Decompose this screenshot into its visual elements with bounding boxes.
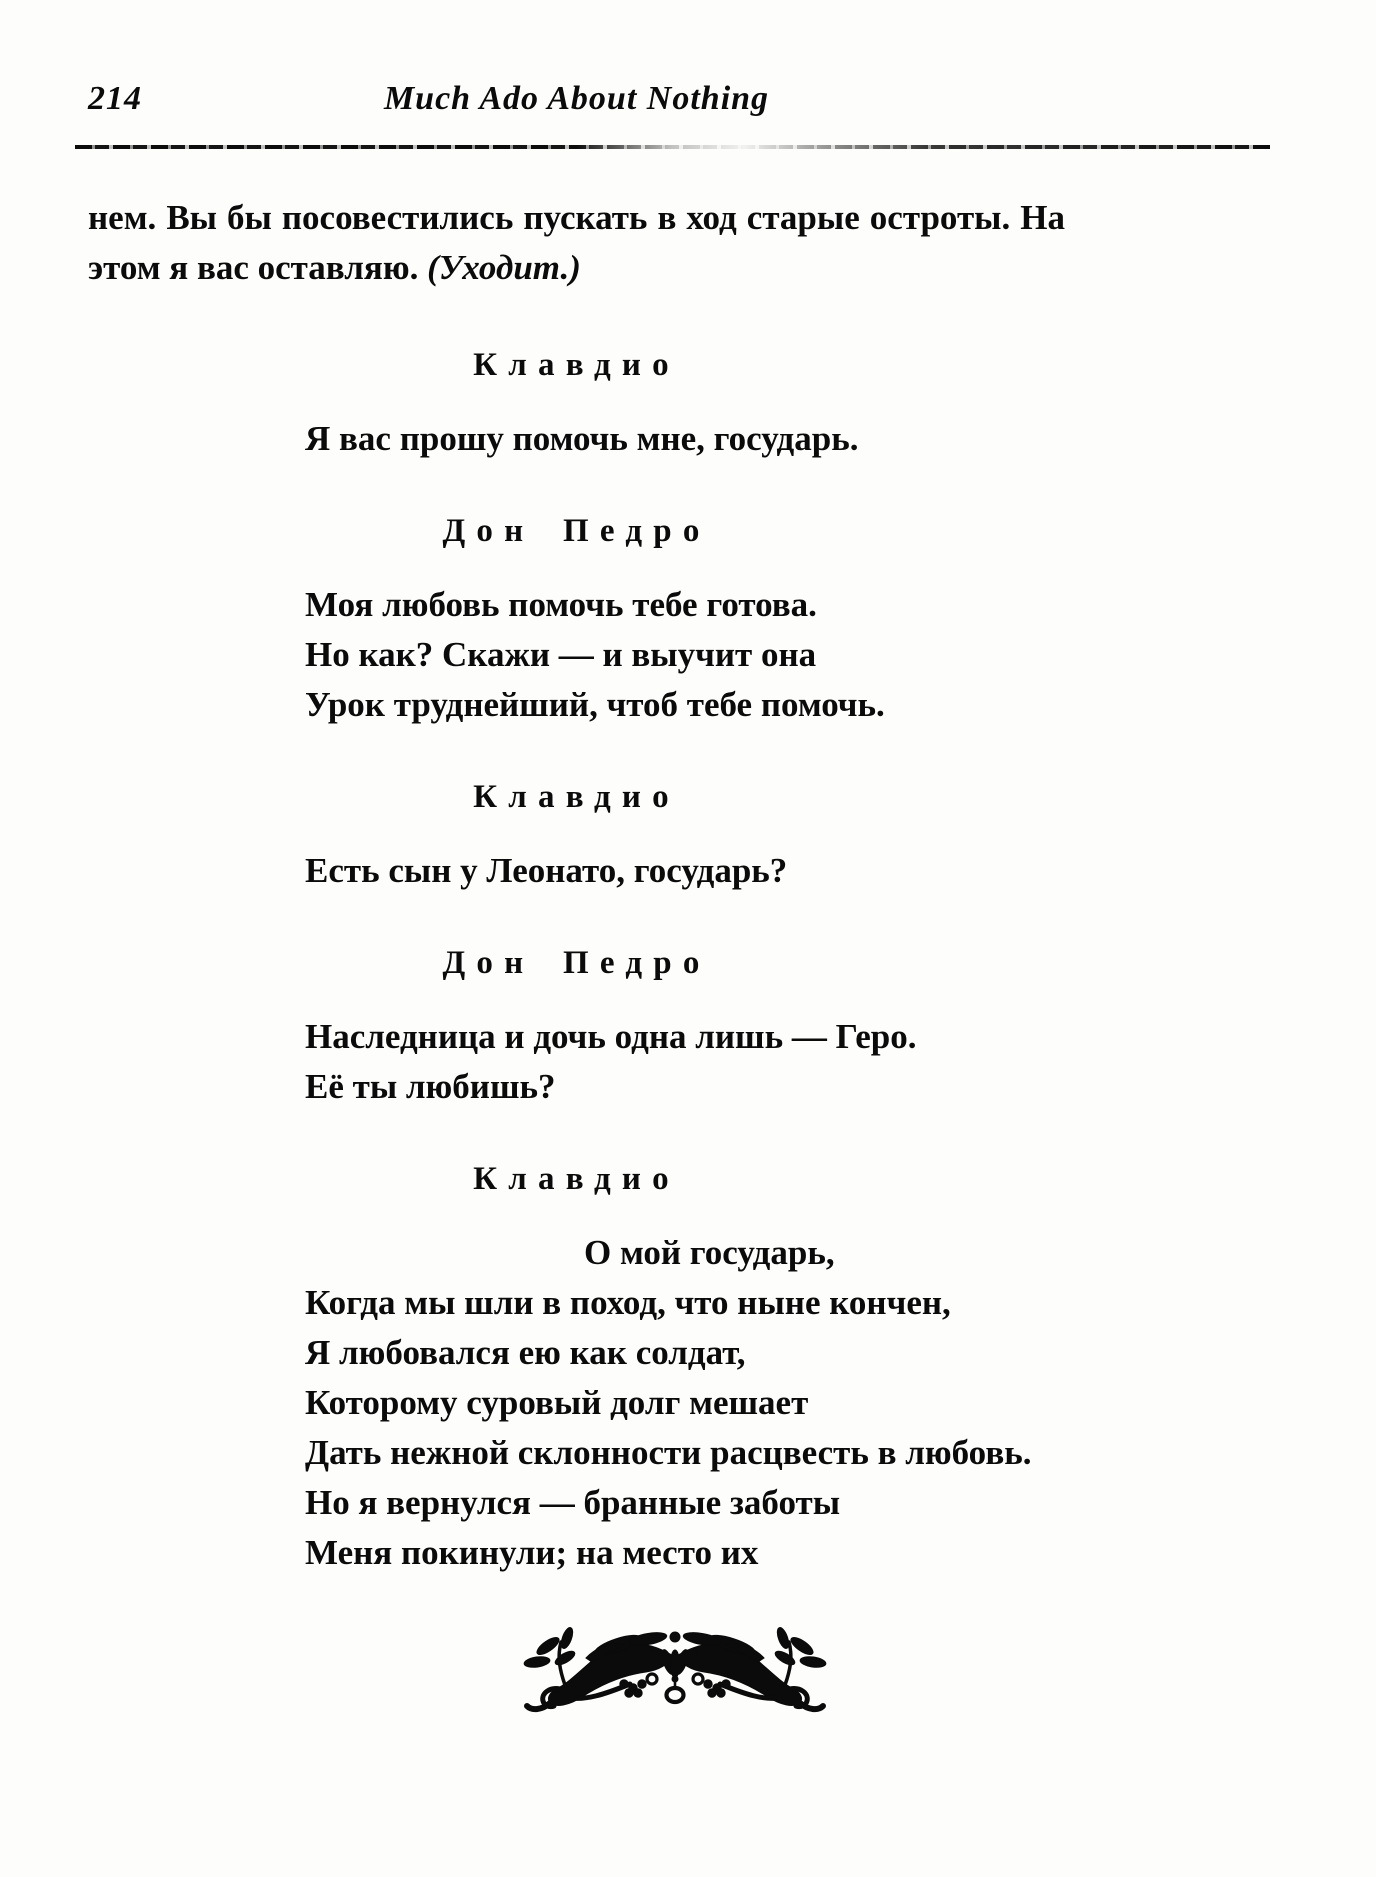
prose-line: нем. Вы бы посовестились пускать в ход старые остроты. На xyxy=(88,198,1065,237)
verse-line: Я любовался ею как солдат, xyxy=(305,1333,746,1372)
speaker-heading-claudio: Клавдио xyxy=(473,347,680,383)
speaker-heading-don-pedro: Дон Педро xyxy=(442,513,711,549)
speech-don-pedro-1 xyxy=(88,580,1065,730)
prose-paragraph xyxy=(88,193,1065,293)
header-rule xyxy=(75,145,1270,149)
verse-line: Но я вернулся — бранные заботы xyxy=(305,1483,841,1522)
running-header xyxy=(88,78,1065,120)
page-number: 214 xyxy=(88,80,142,117)
speech-claudio-2 xyxy=(88,846,1065,896)
speech-claudio-3 xyxy=(88,1228,1065,1578)
verse-line: Моя любовь помочь тебе готова. xyxy=(305,585,817,624)
speech-claudio-1 xyxy=(88,414,1065,464)
verse-line: Есть сын у Леонато, государь? xyxy=(305,851,788,890)
stage-direction: (Уходит.) xyxy=(427,248,581,287)
verse-line: Урок труднейший, чтоб тебе помочь. xyxy=(305,685,885,724)
floral-tailpiece-icon xyxy=(520,1627,830,1715)
speech-don-pedro-2 xyxy=(88,1012,1065,1112)
verse-line: Наследница и дочь одна лишь — Геро. xyxy=(305,1017,917,1056)
speaker-heading-claudio: Клавдио xyxy=(473,1161,680,1197)
verse-line: Которому суровый долг мешает xyxy=(305,1383,809,1422)
verse-line: Дать нежной склонности расцвесть в любовь. xyxy=(305,1433,1032,1472)
speaker-heading-claudio: Клавдио xyxy=(473,779,680,815)
prose-line xyxy=(88,243,1065,293)
running-title: Much Ado About Nothing xyxy=(383,80,770,117)
prose-text: этом я вас оставляю. xyxy=(88,248,419,287)
speaker-heading-don-pedro: Дон Педро xyxy=(442,945,711,981)
verse-line: Но как? Скажи — и выучит она xyxy=(305,635,817,674)
verse-line: Меня покинули; на место их xyxy=(305,1533,759,1572)
floral-tailpiece-ornament xyxy=(520,1627,830,1715)
verse-line: Я вас прошу помочь мне, государь. xyxy=(305,419,859,458)
verse-line: Её ты любишь? xyxy=(305,1067,556,1106)
verse-line: Когда мы шли в поход, что ныне кончен, xyxy=(305,1283,951,1322)
verse-line: О мой государь, xyxy=(584,1233,835,1272)
